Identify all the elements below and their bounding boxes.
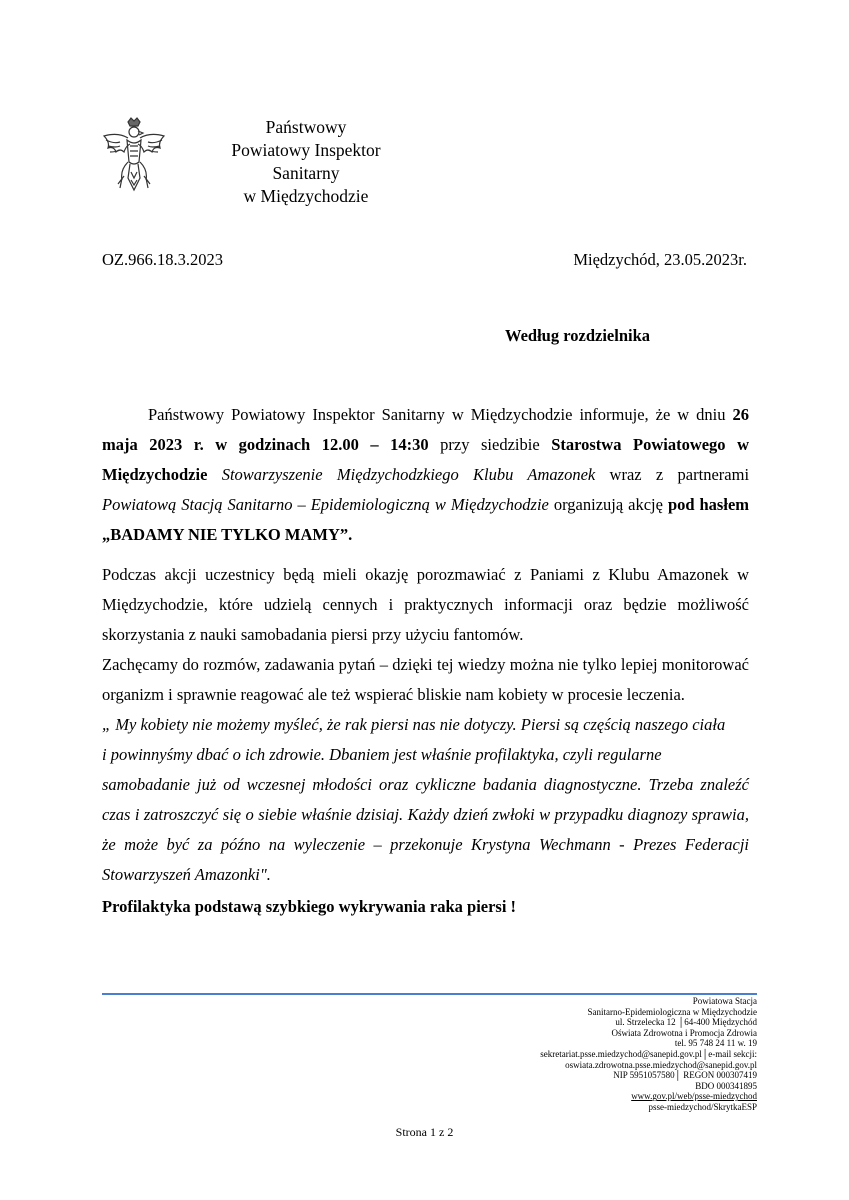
announcement-text-4: wraz z partnerami <box>595 465 750 484</box>
footer-line: NIP 5951057580│ REGON 000307419 <box>613 1070 757 1081</box>
footer-line: Sanitarno-Epidemiologiczna w Międzychodzie <box>587 1006 757 1017</box>
announcement-text-5: organizują akcję <box>548 495 668 514</box>
footer-line: ul. Strzelecka 12 │64-400 Międzychód <box>615 1017 757 1028</box>
announcement-paragraph <box>102 400 749 550</box>
quote-rest: samobadanie już od wczesnej młodości oraz cykliczne badania diagnostyczne. Trzeba znaleźć czas i zatroszczyć się o siebie właśnie dzisiaj. Każdy dzień zwłoki w przypadku diagnozy sprawia, że może być za późno na wyleczenie – przekonuje Krystyna Wechmann - Prezes Federacji Stowarzyszeń Amazonki". <box>102 775 749 884</box>
announcement-text-3 <box>207 465 221 484</box>
footer-line: Powiatowa Stacja <box>692 996 757 1006</box>
page-number: Strona 1 z 2 <box>395 1125 454 1139</box>
letter-body <box>102 400 749 922</box>
announcement-text-2: przy siedzibie <box>428 435 552 454</box>
quote-line-2: i powinnyśmy dbać o ich zdrowie. Dbaniem jest właśnie profilaktyka, czyli regularne <box>102 745 662 764</box>
issuer-line-2: Powiatowy Inspektor <box>231 140 381 160</box>
place-date: Międzychód, 23.05.2023r. <box>573 250 747 269</box>
event-venue: Starostwa Powiatowego w Międzychodzie <box>102 435 749 484</box>
epuap-address: psse-miedzychod/SkrytkaESP <box>648 1101 757 1112</box>
issuer-line-4: w Międzychodzie <box>243 186 369 206</box>
campaign-slogan: pod hasłem „BADAMY NIE TYLKO MAMY”. <box>102 495 750 544</box>
footer-line: BDO 000341895 <box>695 1080 757 1091</box>
details-paragraph: Podczas akcji uczestnicy będą mieli okazję porozmawiać z Paniami z Klubu Amazonek w Międzychodzie, które udzielą cennych i praktycznych informacji oraz będzie możliwość skorzystania z nauki samobadania piersi przy użyciu fantomów. <box>102 565 749 644</box>
quote-line-1: „ My kobiety nie możemy myśleć, że rak piersi nas nie dotyczy. Piersi są częścią naszego ciała <box>102 715 726 734</box>
issuer-line-3: Sanitarny <box>272 163 340 183</box>
quote-paragraph <box>102 710 749 890</box>
website-link[interactable]: www.gov.pl/web/psse-miedzychod <box>631 1091 757 1102</box>
footer-line: oswiata.zdrowotna.psse.miedzychod@sanepid.gov.pl <box>565 1059 757 1070</box>
issuer-header <box>200 116 412 208</box>
footer-line: Oświata Zdrowotna i Promocja Zdrowia <box>611 1027 757 1038</box>
encouragement-paragraph: Zachęcamy do rozmów, zadawania pytań – dzięki tej wiedzy można nie tylko lepiej monitorować organizm i sprawnie reagować ale też wspierać bliskie nam kobiety w procesie leczenia. <box>102 655 749 704</box>
organizer-name: Stowarzyszenie Międzychodzkiego Klubu Amazonek <box>221 465 596 484</box>
footer-contact <box>540 996 757 1113</box>
event-date-time: 26 maja 2023 r. w godzinach 12.00 – 14:30 <box>102 405 749 454</box>
footer-line: tel. 95 748 24 11 w. 19 <box>674 1038 757 1049</box>
addressee: Według rozdzielnika <box>505 326 651 345</box>
closing-statement: Profilaktyka podstawą szybkiego wykrywania raka piersi ! <box>102 897 517 916</box>
reference-number: OZ.966.18.3.2023 <box>102 250 223 269</box>
polish-eagle-emblem-icon <box>100 116 168 196</box>
footer-line: sekretariat.psse.miedzychod@sanepid.gov.pl│e-mail sekcji: <box>540 1048 757 1059</box>
partner-name: Powiatową Stacją Sanitarno – Epidemiologiczną w Międzychodzie <box>102 495 549 514</box>
footer-divider <box>102 993 757 995</box>
announcement-text-1: Państwowy Powiatowy Inspektor Sanitarny w Międzychodzie informuje, że w dniu <box>148 405 733 424</box>
issuer-line-1: Państwowy <box>265 117 347 137</box>
